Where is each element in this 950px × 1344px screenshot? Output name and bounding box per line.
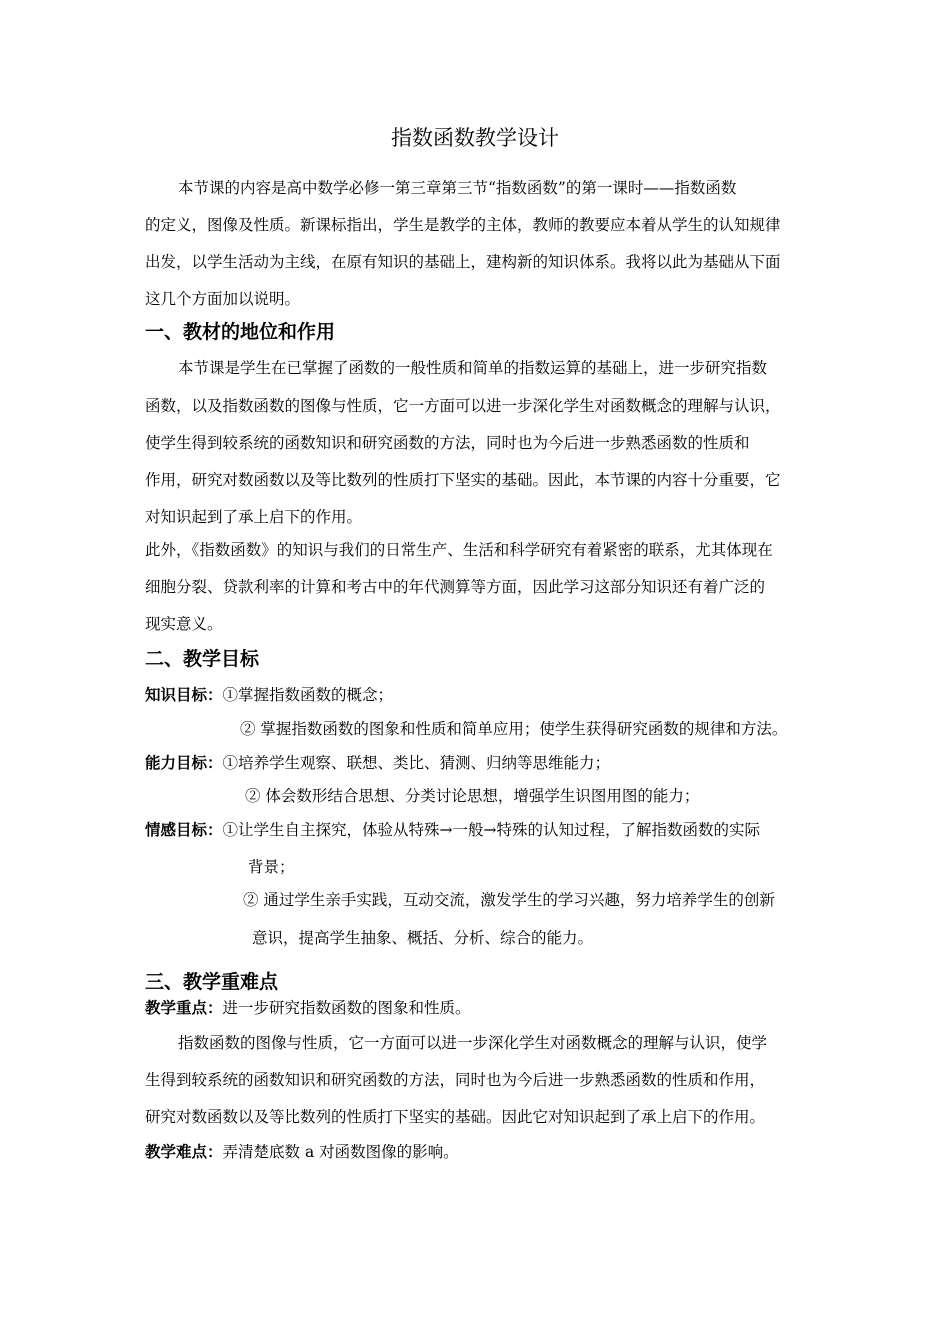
emotion-goal-1-text: ①让学生自主探究，体验从特殊→一般→特殊的认知过程，了解指数函数的实际 [222,821,760,839]
intro-line-2: 的定义，图像及性质。新课标指出，学生是教学的主体，教师的教要应本着从学生的认知规律 [145,216,781,234]
intro-line-4: 这几个方面加以说明。 [145,290,301,308]
section-heading-3: 三、教学重难点 [145,971,279,993]
knowledge-goal-1-text: ①掌握指数函数的概念； [222,686,394,704]
s1-p1-line-5: 对知识起到了承上启下的作用。 [145,508,363,526]
knowledge-goal-1 [145,685,393,705]
s3-para-line-1: 指数函数的图像与性质，它一方面可以进一步深化学生对函数概念的理解与认识，使学 [178,1034,768,1052]
s1-p2-line-3: 现实意义。 [145,615,223,633]
key-point-label: 教学重点： [145,999,223,1017]
s1-p2-line-1: 此外，《指数函数》的知识与我们的日常生产、生活和科学研究有着紧密的联系，尤其体现在 [145,541,773,559]
emotion-goal-label: 情感目标： [145,821,223,839]
emotion-goal-1-cont: 背景； [248,858,295,876]
difficulty-point-text: 弄清楚底数 a 对函数图像的影响。 [222,1143,459,1161]
ability-goal-1-text: ①培养学生观察、联想、类比、猜测、归纳等思维能力； [222,754,611,772]
ability-goal-1 [145,753,610,773]
s3-para-line-2: 生得到较系统的函数知识和研究函数的方法，同时也为今后进一步熟悉函数的性质和作用， [145,1071,766,1089]
section-heading-1: 一、教材的地位和作用 [145,321,336,343]
intro-line-1: 本节课的内容是高中数学必修一第三章第三节“指数函数”的第一课时——指数函数 [178,179,737,197]
knowledge-goal-2: ② 掌握指数函数的图象和性质和简单应用；使学生获得研究函数的规律和方法。 [240,720,788,738]
s1-p1-line-4: 作用，研究对数函数以及等比数列的性质打下坚实的基础。因此，本节课的内容十分重要，它 [145,471,781,489]
difficulty-point [145,1142,459,1162]
key-point-text: 进一步研究指数函数的图象和性质。 [222,999,471,1017]
s3-para-line-3: 研究对数函数以及等比数列的性质打下坚实的基础。因此它对知识起到了承上启下的作用。 [145,1108,766,1126]
emotion-goal-2-cont: 意识，提高学生抽象、概括、分析、综合的能力。 [252,929,594,947]
s1-p2-line-2: 细胞分裂、贷款利率的计算和考古中的年代测算等方面，因此学习这部分知识还有着广泛的 [145,578,766,596]
s1-p1-line-3: 使学生得到较系统的函数知识和研究函数的方法，同时也为今后进一步熟悉函数的性质和 [145,434,750,452]
emotion-goal-1 [145,820,760,840]
ability-goal-label: 能力目标： [145,754,223,772]
s1-p1-line-1: 本节课是学生在已掌握了函数的一般性质和简单的指数运算的基础上，进一步研究指数 [178,359,768,377]
ability-goal-2: ② 体会数形结合思想、分类讨论思想，增强学生识图用图的能力； [245,787,700,805]
section-heading-2: 二、教学目标 [145,648,260,670]
difficulty-point-label: 教学难点： [145,1143,223,1161]
key-point [145,998,471,1018]
s1-p1-line-2: 函数，以及指数函数的图像与性质，它一方面可以进一步深化学生对函数概念的理解与认识， [145,397,781,415]
knowledge-goal-label: 知识目标： [145,686,223,704]
intro-line-3: 出发，以学生活动为主线，在原有知识的基础上，建构新的知识体系。我将以此为基础从下面 [145,253,781,271]
document-title: 指数函数教学设计 [391,126,559,150]
emotion-goal-2: ② 通过学生亲手实践，互动交流，激发学生的学习兴趣，努力培养学生的创新 [243,891,775,909]
